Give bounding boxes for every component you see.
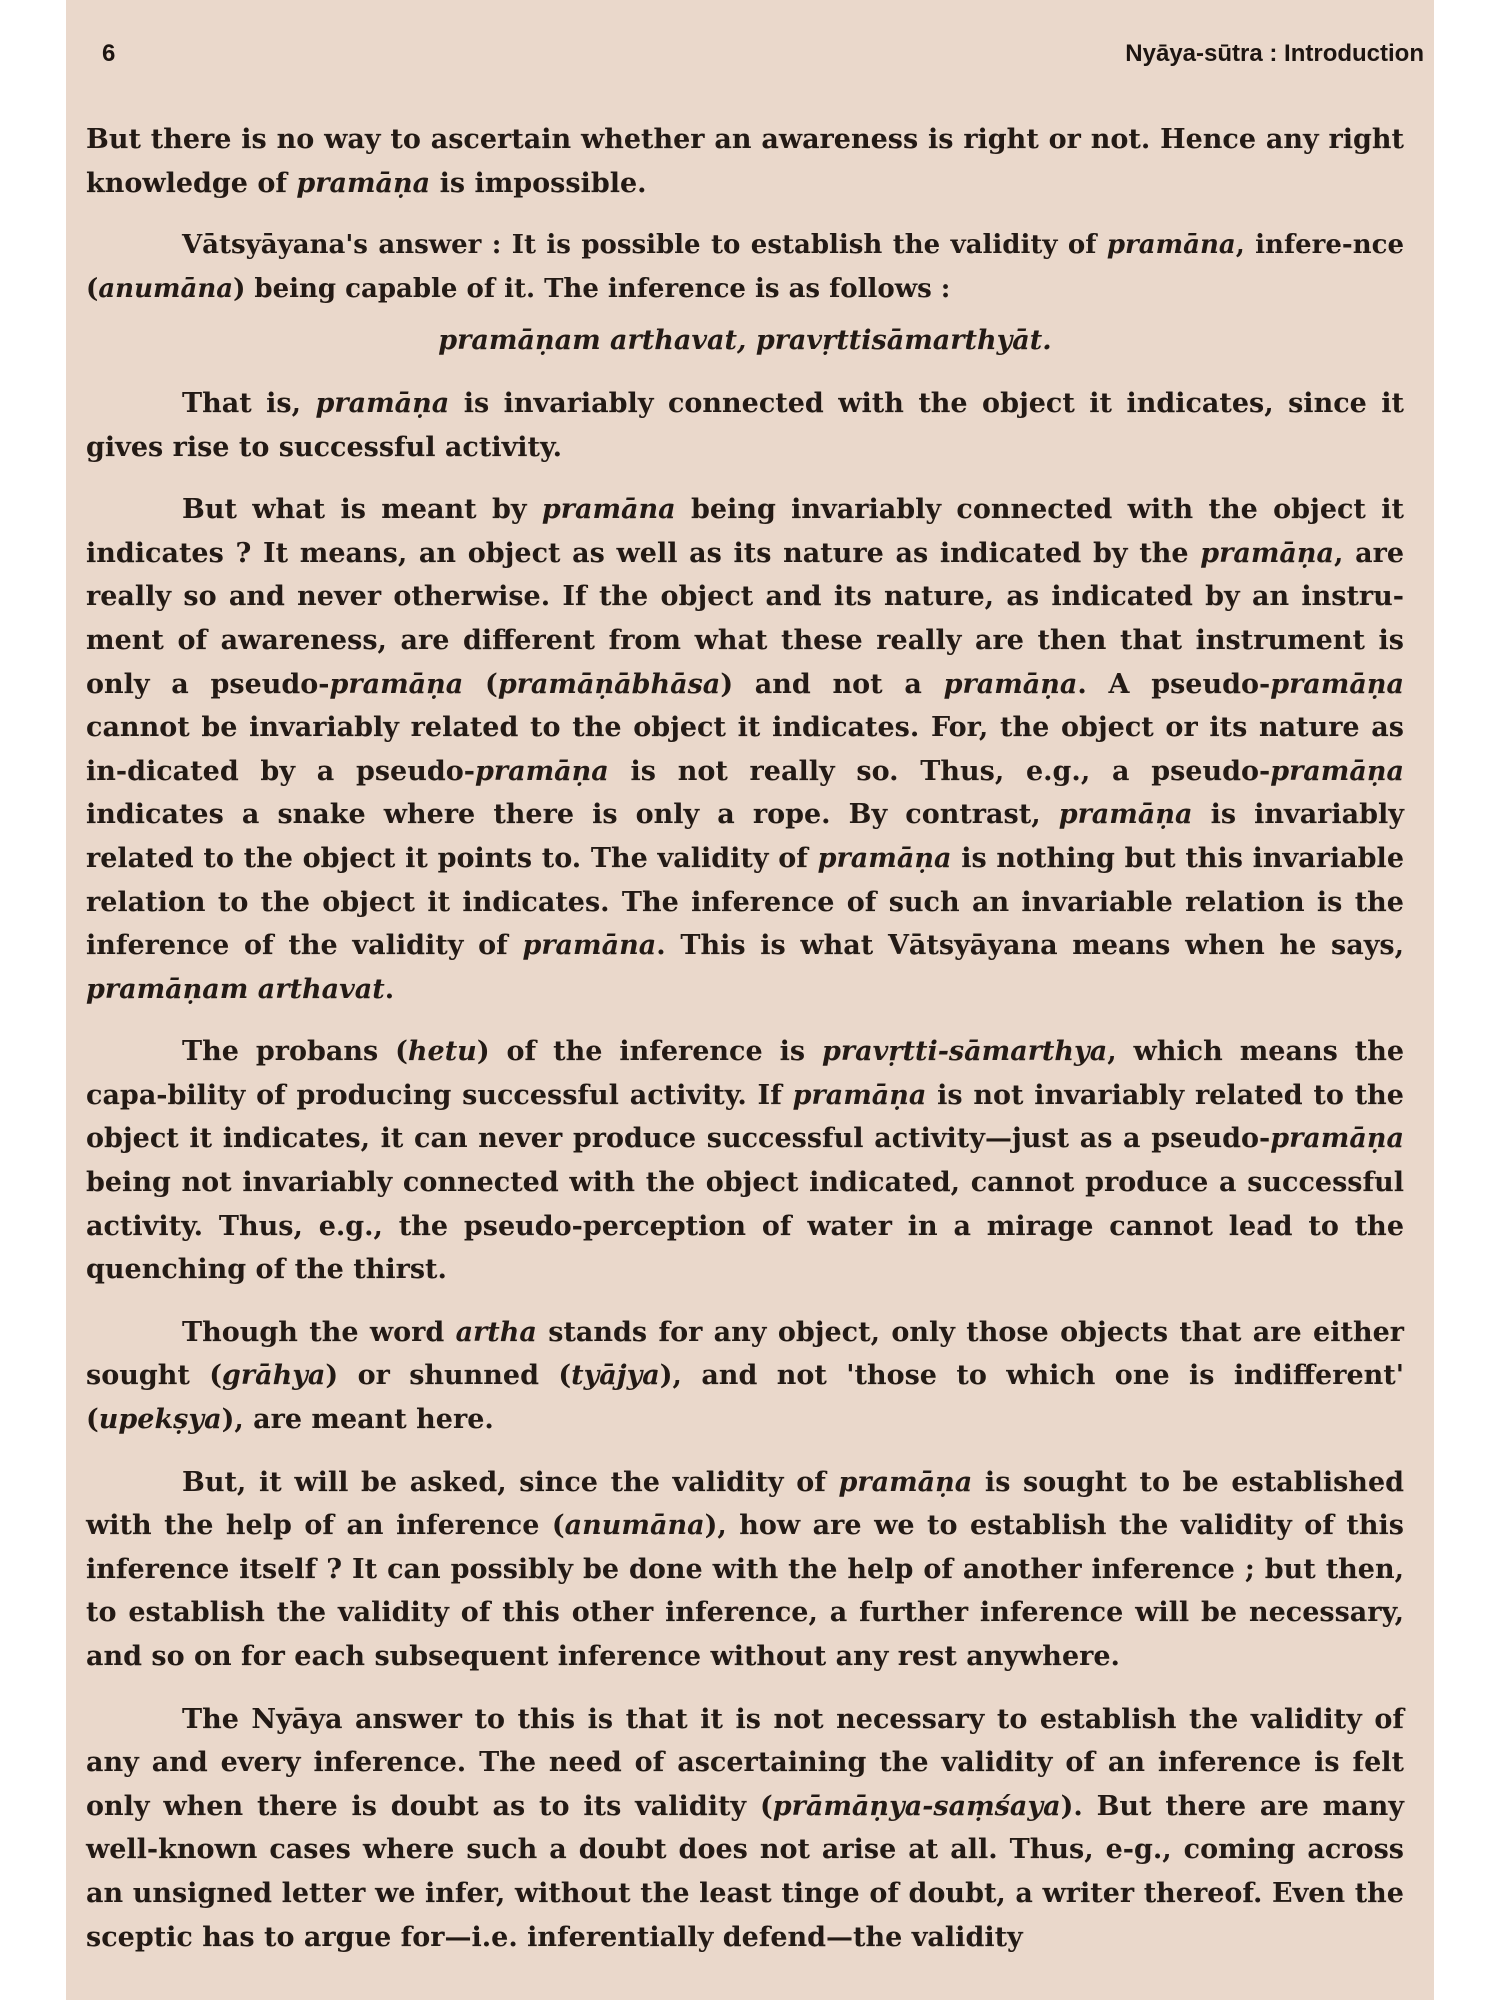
paragraph-2: Vātsyāyana's answer : It is possible to establish the validity of pramāna, infere-nce (anumāna) being capable of it. The inference is as follows : <box>86 230 1404 304</box>
paragraph-1: But there is no way to ascertain whether an awareness is right or not. Hence any right knowledge of pramāṇa is impossible. <box>86 124 1404 199</box>
paragraph-6: Though the word artha stands for any object, only those objects that are either sought (grāhya) or shunned (tyājya), and not 'those to which one is indifferent' (upekṣya), are meant here. <box>86 1316 1404 1436</box>
page-number: 6 <box>102 40 116 67</box>
paragraph-8: The Nyāya answer to this is that it is not necessary to establish the validity of any and every inference. The need of ascertaining the validity of an inference is felt only when there is doubt as to its validity (prāmāṇya-saṃśaya). But there are many well-known cases where such a doubt does not arise at all. Thus, e-g., coming across an unsigned letter we infer, without the least tinge of doubt, a writer thereof. Even the sceptic has to argue for—i.e. inferentially defend—the validity <box>86 1703 1404 1953</box>
running-title: Nyāya-sūtra : Introduction <box>1125 40 1424 67</box>
paragraph-3: That is, pramāṇa is invariably connected with the object it indicates, since it gives rise to successful activity. <box>86 387 1404 463</box>
paragraph-7: But, it will be asked, since the validity of pramāṇa is sought to be established with the help of an inference (anumāna), how are we to establish the validity of this inference itself ? It can possibly be done with the help of another inference ; but then, to establish the validity of this other inference, a further inference will be necessary, and so on for each subsequent inference without any rest anywhere. <box>86 1466 1404 1672</box>
page-header <box>102 40 1424 74</box>
page-body <box>86 118 1404 1978</box>
sanskrit-verse: pramāṇam arthavat, pravṛttisāmarthyāt. <box>438 325 1052 357</box>
paragraph-4: But what is meant by pramāna being invariably connected with the object it indicates ? It means, an object as well as its nature as indicated by the pramāṇa, are really so and never otherwise. If the object and its nature, as indicated by an instru-ment of awareness, are different from what these really are then that instrument is only a pseudo-pramāṇa (pramāṇābhāsa) and not a pramāṇa. A pseudo-pramāṇa cannot be invariably related to the object it indicates. For, the object or its nature as in-dicated by a pseudo-pramāṇa is not really so. Thus, e.g., a pseudo-pramāṇa indicates a snake where there is only a rope. By contrast, pramāṇa is invariably related to the object it points to. The validity of pramāṇa is nothing but this invariable relation to the object it indicates. The inference of such an invariable relation is the inference of the validity of pramāna. This is what Vātsyāyana means when he says, pramāṇam arthavat. <box>86 494 1404 1005</box>
paragraph-5: The probans (hetu) of the inference is pravṛtti-sāmarthya, which means the capa-bility of producing successful activity. If pramāṇa is not invariably related to the object it indicates, it can never produce successful activity—just as a pseudo-pramāṇa being not invariably connected with the object indicated, cannot produce a successful activity. Thus, e.g., the pseudo-perception of water in a mirage cannot lead to the quenching of the thirst. <box>86 1036 1404 1286</box>
book-page <box>66 0 1434 2000</box>
